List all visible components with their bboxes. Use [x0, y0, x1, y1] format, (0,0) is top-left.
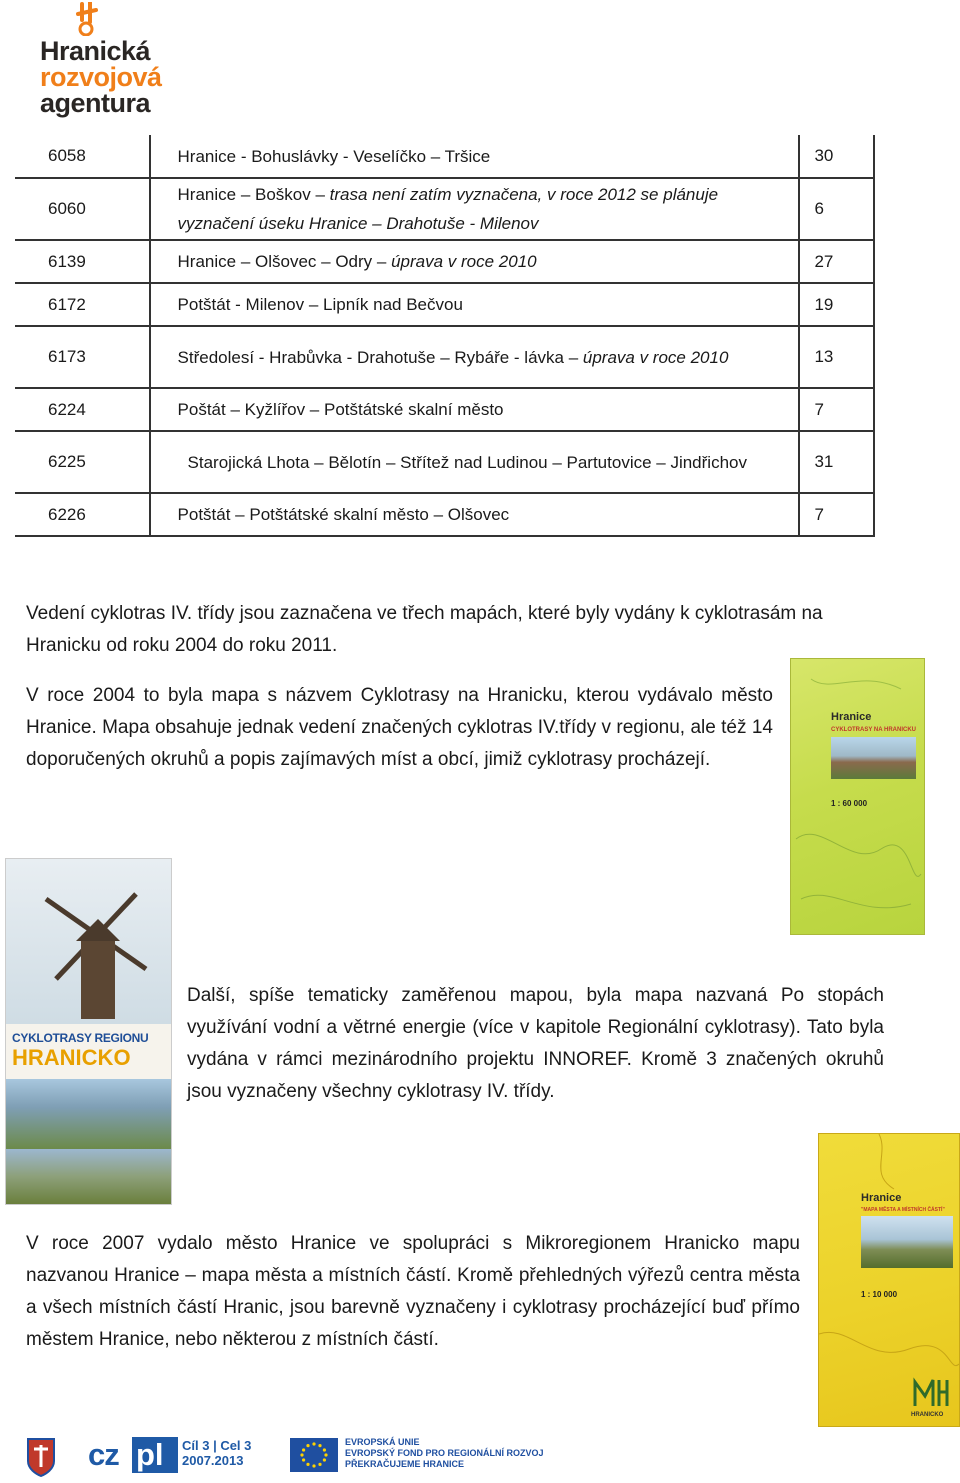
route-id: 6173 — [15, 326, 150, 388]
table-row — [15, 431, 874, 493]
paragraph-innoref-map: Další, spíše tematicky zaměřenou mapou, byla mapa nazvaná Po stopách využívání vodní a větrné energie (více v kapitole Regionální cyklotrasy). Tato byla vydána v rámci mezinárodního projektu INNOREF. Kromě 3 značených okruhů jsou vyznačeny všechny cyklotrasy IV. třídy. — [187, 985, 884, 1102]
logo-line-1: Hranická — [40, 36, 151, 66]
paragraph-2004-map: V roce 2004 to byla mapa s názvem Cyklotrasy na Hranicku, kterou vydávalo město Hranice. Mapa obsahuje jednak vedení značených cyklotras IV.třídy v regionu, ale též 14 doporučených okruhů a popis zajímavých míst a obcí, jimiž cyklotrasy procházejí. — [26, 685, 773, 770]
map-texture — [791, 659, 924, 934]
route-length: 7 — [799, 493, 874, 536]
route-text: Starojická Lhota – Bělotín – Střítež nad Ludinou – Partutovice – Jindřichov — [187, 452, 747, 472]
eu-stars-icon — [290, 1438, 338, 1472]
map2-photo-cyclists — [6, 1149, 171, 1204]
route-id: 6060 — [15, 178, 150, 240]
map2-photo-castle — [6, 1079, 171, 1149]
map1-scale: 1 : 60 000 — [831, 799, 868, 808]
map-cover-cyklotrasy-regionu-hranicko — [5, 858, 172, 1205]
route-length: 13 — [799, 326, 874, 388]
route-id: 6224 — [15, 388, 150, 431]
route-length: 27 — [799, 240, 874, 283]
czpl-logo — [88, 1435, 180, 1475]
map3-town-photo — [861, 1216, 953, 1268]
route-text: Potštát - Milenov – Lipník nad Bečvou — [177, 295, 463, 314]
route-length: 19 — [799, 283, 874, 326]
route-id: 6139 — [15, 240, 150, 283]
route-name — [150, 135, 800, 178]
route-text: Hranice – Boškov – — [177, 185, 330, 204]
map1-town-photo — [831, 737, 916, 779]
table-row — [15, 135, 874, 178]
route-name — [150, 178, 800, 240]
bicycle-fork-icon — [74, 2, 104, 36]
table-row — [15, 240, 874, 283]
route-text: Poštát – Kyžlířov – Potštátské skalní město — [177, 400, 504, 419]
table-row — [15, 388, 874, 431]
route-id: 6172 — [15, 283, 150, 326]
map2-title-line-1: CYKLOTRASY REGIONU — [12, 1031, 149, 1045]
mikroregion-logo-icon — [911, 1376, 951, 1410]
route-name — [150, 283, 800, 326]
hranicka-rozvojova-agentura-logo — [36, 2, 162, 120]
czpl-right-text: pl — [136, 1437, 164, 1472]
map2-title-line-2: HRANICKO — [12, 1045, 131, 1070]
map1-subtitle: CYKLOTRASY NA HRANICKU — [831, 727, 917, 733]
paragraph-intro: Vedení cyklotras IV. třídy jsou zaznačena ve třech mapách, které byly vydány k cyklotrasám na Hranicku od roku 2004 do roku 2011. — [26, 603, 823, 656]
coat-of-arms-icon — [26, 1437, 56, 1477]
map3-scale: 1 : 10 000 — [861, 1290, 898, 1299]
route-name — [150, 326, 800, 388]
paragraph-2007-map: V roce 2007 vydalo město Hranice ve spolupráci s Mikroregionem Hranicko mapu nazvanou Hranice – mapa města a místních částí. Kromě přehledných výřezů centra města a všech místních částí Hranic, jsou barevně vyznačeny i cyklotrasy procházející buď přímo městem Hranice, nebo některou z místních částí. — [26, 1233, 800, 1350]
map1-title: Hranice — [831, 711, 872, 723]
route-id: 6226 — [15, 493, 150, 536]
cil3-line-2: 2007.2013 — [182, 1453, 244, 1468]
eu-line-1: EVROPSKÁ UNIE — [345, 1437, 420, 1447]
route-length: 30 — [799, 135, 874, 178]
map3-footer: HRANICKO — [911, 1412, 944, 1418]
table-row — [15, 283, 874, 326]
table-row — [15, 326, 874, 388]
route-name — [150, 493, 800, 536]
route-name — [150, 388, 800, 431]
route-text: Hranice – Olšovec – Odry – — [177, 252, 392, 271]
route-id: 6225 — [15, 431, 150, 493]
route-note: úprava v roce 2010 — [391, 252, 537, 271]
cil3-line-1: Cíl 3 | Cel 3 — [182, 1438, 252, 1453]
cil3-logo — [182, 1438, 251, 1468]
route-text: Středolesí - Hrabůvka - Drahotuše – Rybáře - lávka – — [177, 347, 583, 367]
eu-flag — [290, 1438, 338, 1472]
route-id: 6058 — [15, 135, 150, 178]
table-row — [15, 493, 874, 536]
windmill-icon — [36, 889, 156, 1024]
map-cover-hranice-mapa-mesta — [818, 1133, 960, 1427]
logo-line-3: agentura — [40, 88, 151, 118]
route-text: Potštát – Potštátské skalní město – Olšovec — [177, 505, 510, 524]
eu-line-3: PŘEKRAČUJEME HRANICE — [345, 1459, 465, 1469]
route-length: 31 — [799, 431, 874, 493]
route-name — [150, 240, 800, 283]
route-text: Hranice - Bohuslávky - Veselíčko – Tršice — [177, 146, 491, 166]
eu-fund-text — [345, 1437, 544, 1470]
czpl-left-text: cz — [88, 1437, 119, 1472]
eu-line-2: EVROPSKÝ FOND PRO REGIONÁLNÍ ROZVOJ — [345, 1448, 544, 1458]
map-cover-cyklotrasy-na-hranicku — [790, 658, 925, 935]
route-length: 7 — [799, 388, 874, 431]
map3-title: Hranice — [861, 1192, 902, 1204]
routes-table — [15, 135, 875, 537]
route-note: trasa není zatím vyznačena, v roce 2012 se plánuje vyznačení úseku Hranice – Drahotuše - Milenov — [177, 185, 719, 233]
route-name — [150, 431, 800, 493]
route-length: 6 — [799, 178, 874, 240]
map3-subtitle: "MAPA MĚSTA A MÍSTNÍCH ČÁSTÍ" — [861, 1207, 945, 1213]
logo-line-2: rozvojová — [40, 62, 162, 92]
table-row — [15, 178, 874, 240]
route-note: úprava v roce 2010 — [582, 347, 729, 367]
